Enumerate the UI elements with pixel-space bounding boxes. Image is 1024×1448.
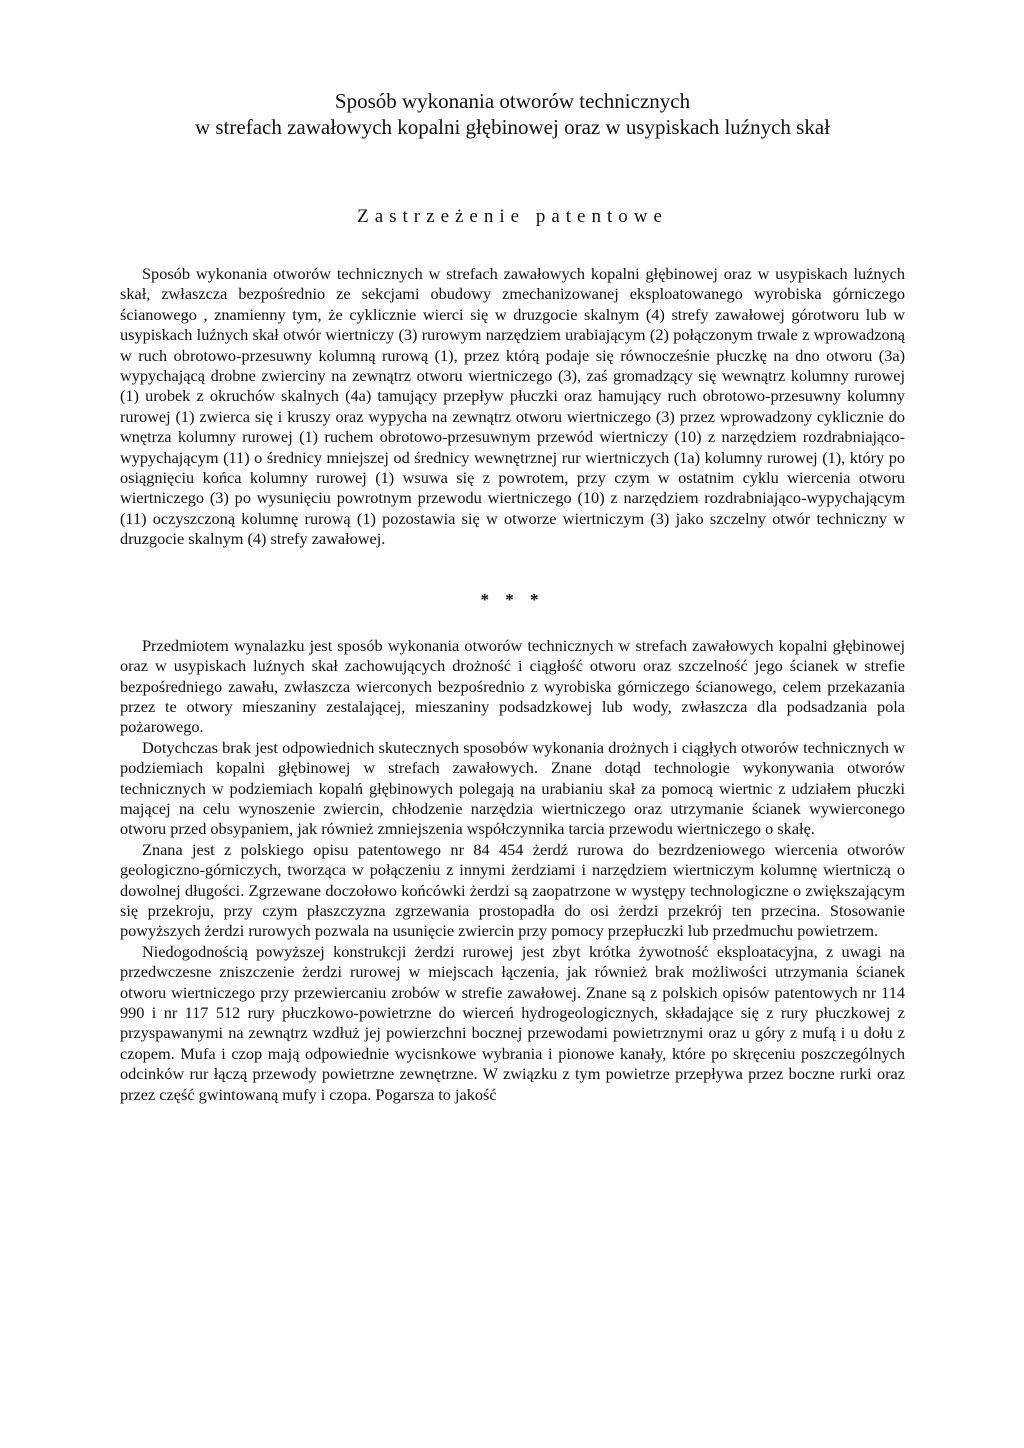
description-paragraph-4: Niedogodnością powyższej konstrukcji żerdzi rurowej jest zbyt krótka żywotność eksploatacyjna, z uwagi na przedwczesne zniszczenie żerdzi rurowej w miejscach łączenia, jak również brak możliwości utrzymania ścianek otworu wiertniczego przy przewiercaniu zrobów w strefie zawałowej. Znane są z polskich opisów patentowych nr 114 990 i nr 117 512 rury płuczkowo-powietrzne do wierceń hydrogeologicznych, składające się z rury płuczkowej z przyspawanymi na zewnątrz wzdłuż jej powierzchni bocznej przewodami powietrznymi oraz u góry z mufą i u dołu z czopem. Mufa i czop mają odpowiednie wycisnkowe wybrania i pionowe kanały, które po skręceniu poszczególnych odcinków rur łączą przewody powietrzne zewnętrzne. W związku z tym powietrze przepływa przez boczne rurki oraz przez część gwintowaną mufy i czopa. Pogarsza to jakość (120, 941, 905, 1104)
title-line-1: Sposób wykonania otworów technicznych (334, 89, 691, 113)
document-title (120, 88, 905, 140)
section-separator: * * * (480, 589, 545, 609)
document-page (120, 88, 905, 1105)
description-paragraph-2: Dotychczas brak jest odpowiednich skutecznych sposobów wykonania drożnych i ciągłych otworów technicznych w podziemiach kopalni głębinowej w strefach zawałowych. Znane dotąd technologie wykonywania otworów technicznych w podziemiach kopalń głębinowych polegają na urabianiu skał za pomocą wiertnic z udziałem płuczki mającej na celu wynoszenie zwiercin, chłodzenie narzędzia wiertniczego oraz utrzymanie ścianek wywierconego otworu przed obsypaniem, jak również zmniejszenia współczynnika tarcia przewodu wiertniczego o skałę. (120, 737, 905, 839)
patent-claim-text: Sposób wykonania otworów technicznych w strefach zawałowych kopalni głębinowej oraz w usypiskach luźnych skał, zwłaszcza bezpośrednio ze sekcjami obudowy zmechanizowanej eksploatowanego wyrobiska górniczego ścianowego , znamienny tym, że cyklicznie wierci się w druzgocie skalnym (4) strefy zawałowej górotworu lub w usypiskach luźnych skał otwór wiertniczy (3) rurowym narzędziem urabiającym (2) połączonym trwale z wprowadzoną w ruch obrotowo-przesuwny kolumną rurową (1), przez którą podaje się równocześnie płuczkę na dno otworu (3a) wypychającą drobne zwierciny na zewnątrz otworu wiertniczego (3), zaś gromadzący się wewnątrz kolumny rurowej (1) urobek z okruchów skalnych (4a) tamujący przepływ płuczki oraz hamujący ruch obrotowo-przesuwny kolumny rurowej (1) zwierca się i kruszy oraz wypycha na zewnątrz otworu wiertniczego (3) przez wprowadzony cyklicznie do wnętrza kolumny rurowej (1) ruchem obrotowo-przesuwnym przewód wiertniczy (10) z narzędziem rozdrabniająco-wypychającym (11) o średnicy mniejszej od średnicy wewnętrznej rur wiertniczych (1a) kolumny rurowej (1), który po osiągnięciu końca kolumny rurowej (1) wsuwa się z powrotem, przy czym w ostatnim cyklu wiercenia otworu wiertniczego (3) po wysunięciu powrotnym przewodu wiertniczego (10) z narzędziem rozdrabniająco-wypychającym (11) oczyszczoną kolumnę rurową (1) pozostawia się w otworze wiertniczym (3) jako szczelny otwór techniczny w druzgocie skalnym (4) strefy zawałowej. (120, 264, 905, 549)
claim-heading: Zastrzeżenie patentowe (357, 206, 668, 227)
title-line-2: w strefach zawałowych kopalni głębinowej oraz w usypiskach luźnych skał (194, 115, 831, 139)
description-paragraph-3: Znana jest z polskiego opisu patentowego nr 84 454 żerdź rurowa do bezrdzeniowego wiercenia otworów geologiczno-górniczych, tworząca w połączeniu z innymi żerdziami i narzędziem wiertniczym kolumnę wiertniczą o dowolnej długości. Zgrzewane doczołowo końcówki żerdzi są zaopatrzone w występy technologiczne o zwiększającym się przekroju, przy czym płaszczyzna zgrzewania prostopadła do osi żerdzi przekrój ten przecina. Stosowanie powyższych żerdzi rurowych pozwala na usunięcie zwiercin przy pomocy przepłuczki lub przedmuchu powietrzem. (120, 839, 905, 941)
description-paragraph-1: Przedmiotem wynalazku jest sposób wykonania otworów technicznych w strefach zawałowych kopalni głębinowej oraz w usypiskach luźnych skał zachowujących drożność i ciągłość otworu oraz szczelność jego ścianek w strefie bezpośredniego zawału, zwłaszcza wierconych bezpośrednio z wyrobiska górniczego ścianowego, celem przekazania przez te otwory mieszaniny zestalającej, mieszaniny podsadzkowej lub wody, zwłaszcza dla podsadzania pola pożarowego. (120, 635, 905, 737)
